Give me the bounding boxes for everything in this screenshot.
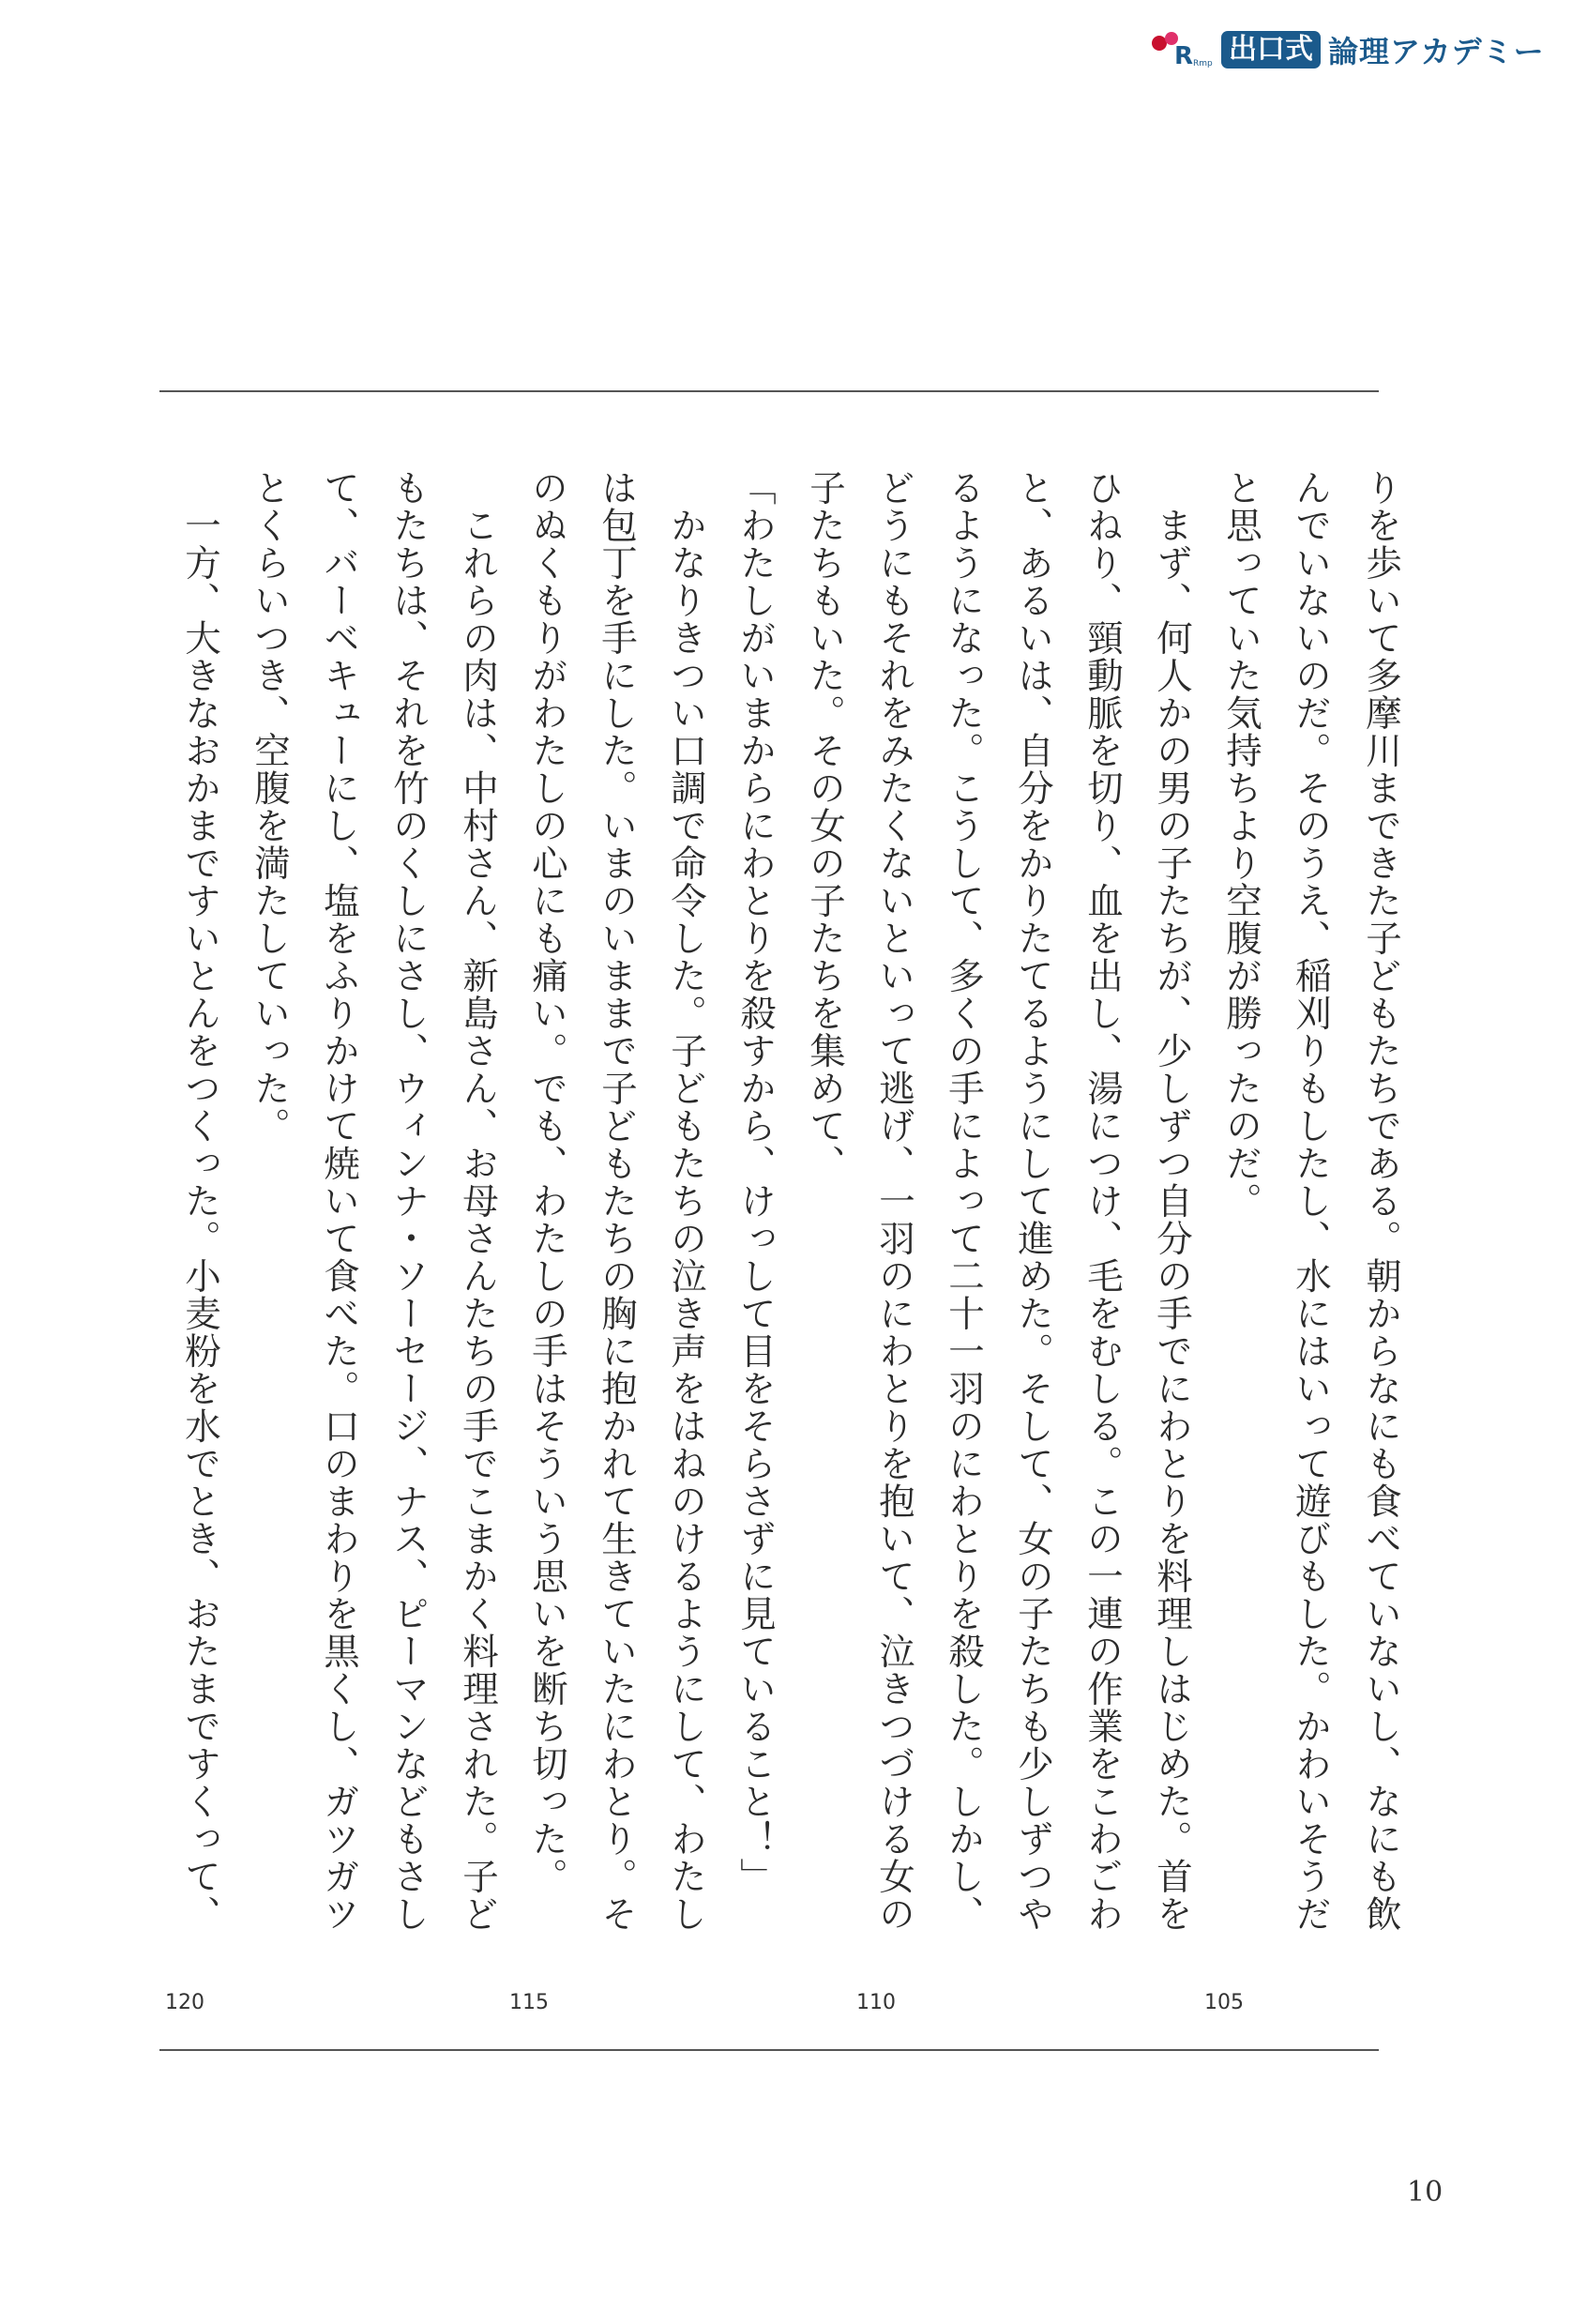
text-column: かなりきつい口調で命令した。子どもたちの泣き声をはねのけるようにして、わたし — [665, 469, 707, 1933]
logo-text: 論理アカデミー — [1328, 34, 1545, 69]
top-rule — [159, 390, 1379, 392]
text-column: まず、何人かの男の子たちが、少しずつ自分の手でにわとりを料理しはじめた。首を — [1151, 469, 1193, 1933]
text-column: これらの肉は、中村さん、新島さん、お母さんたちの手でこまかく料理された。子ど — [457, 469, 499, 1933]
line-number: 110 — [856, 1991, 896, 2014]
publisher-logo — [1146, 26, 1545, 73]
text-column: 一方、大きなおかまですいとんをつくった。小麦粉を水でとき、おたまですくって、 — [179, 469, 221, 1933]
text-column: のぬくもりがわたしの心にも痛い。でも、わたしの手はそういう思いを断ち切った。 — [526, 469, 568, 1895]
text-column: 「わたしがいまからにわとりを殺すから、けっして目をそらさずに見ていること！」 — [734, 469, 777, 1895]
line-number: 120 — [165, 1991, 204, 2014]
text-column: りを歩いて多摩川まできた子どもたちである。朝からなにも食べていないし、なにも飲 — [1360, 469, 1402, 1933]
text-column: ひねり、頸動脈を切り、血を出し、湯につけ、毛をむしる。この一連の作業をこわごわ — [1081, 469, 1124, 1933]
text-column: と、あるいは、自分をかりたてるようにして進めた。そして、女の子たちも少しずつや — [1012, 469, 1054, 1933]
text-column: は包丁を手にした。いまのいままで子どもたちの胸に抱かれて生きていたにわとり。そ — [596, 469, 638, 1933]
text-column: るようになった。こうして、多くの手によって二十一羽のにわとりを殺した。しかし、 — [943, 469, 985, 1933]
page-number: 10 — [1407, 2176, 1444, 2209]
text-column: んでいないのだ。そのうえ、稲刈りもしたし、水にはいって遊びもした。かわいそうだ — [1290, 469, 1332, 1933]
text-column: 子たちもいた。その女の子たちを集めて、 — [804, 469, 846, 1182]
logo-badge: 出口式 — [1221, 31, 1321, 68]
text-column: どうにもそれをみたくないといって逃げ、一羽のにわとりを抱いて、泣きつづける女の — [873, 469, 915, 1933]
text-column: と思っていた気持ちより空腹が勝ったのだ。 — [1220, 469, 1262, 1220]
bottom-rule — [159, 2049, 1379, 2051]
line-number: 115 — [509, 1991, 549, 2014]
text-column: て、バーベキューにし、塩をふりかけて焼いて食べた。口のまわりを黒くし、ガツガツ — [318, 469, 360, 1933]
text-column: もたちは、それを竹のくしにさし、ウィンナ・ソーセージ、ナス、ピーマンなどもさし — [387, 469, 430, 1933]
logo-mark-icon — [1146, 26, 1219, 73]
svg-text:Rmp: Rmp — [1193, 59, 1213, 68]
svg-text:R: R — [1174, 42, 1194, 70]
text-column: とくらいつき、空腹を満たしていった。 — [249, 469, 291, 1145]
line-number: 105 — [1204, 1991, 1244, 2014]
